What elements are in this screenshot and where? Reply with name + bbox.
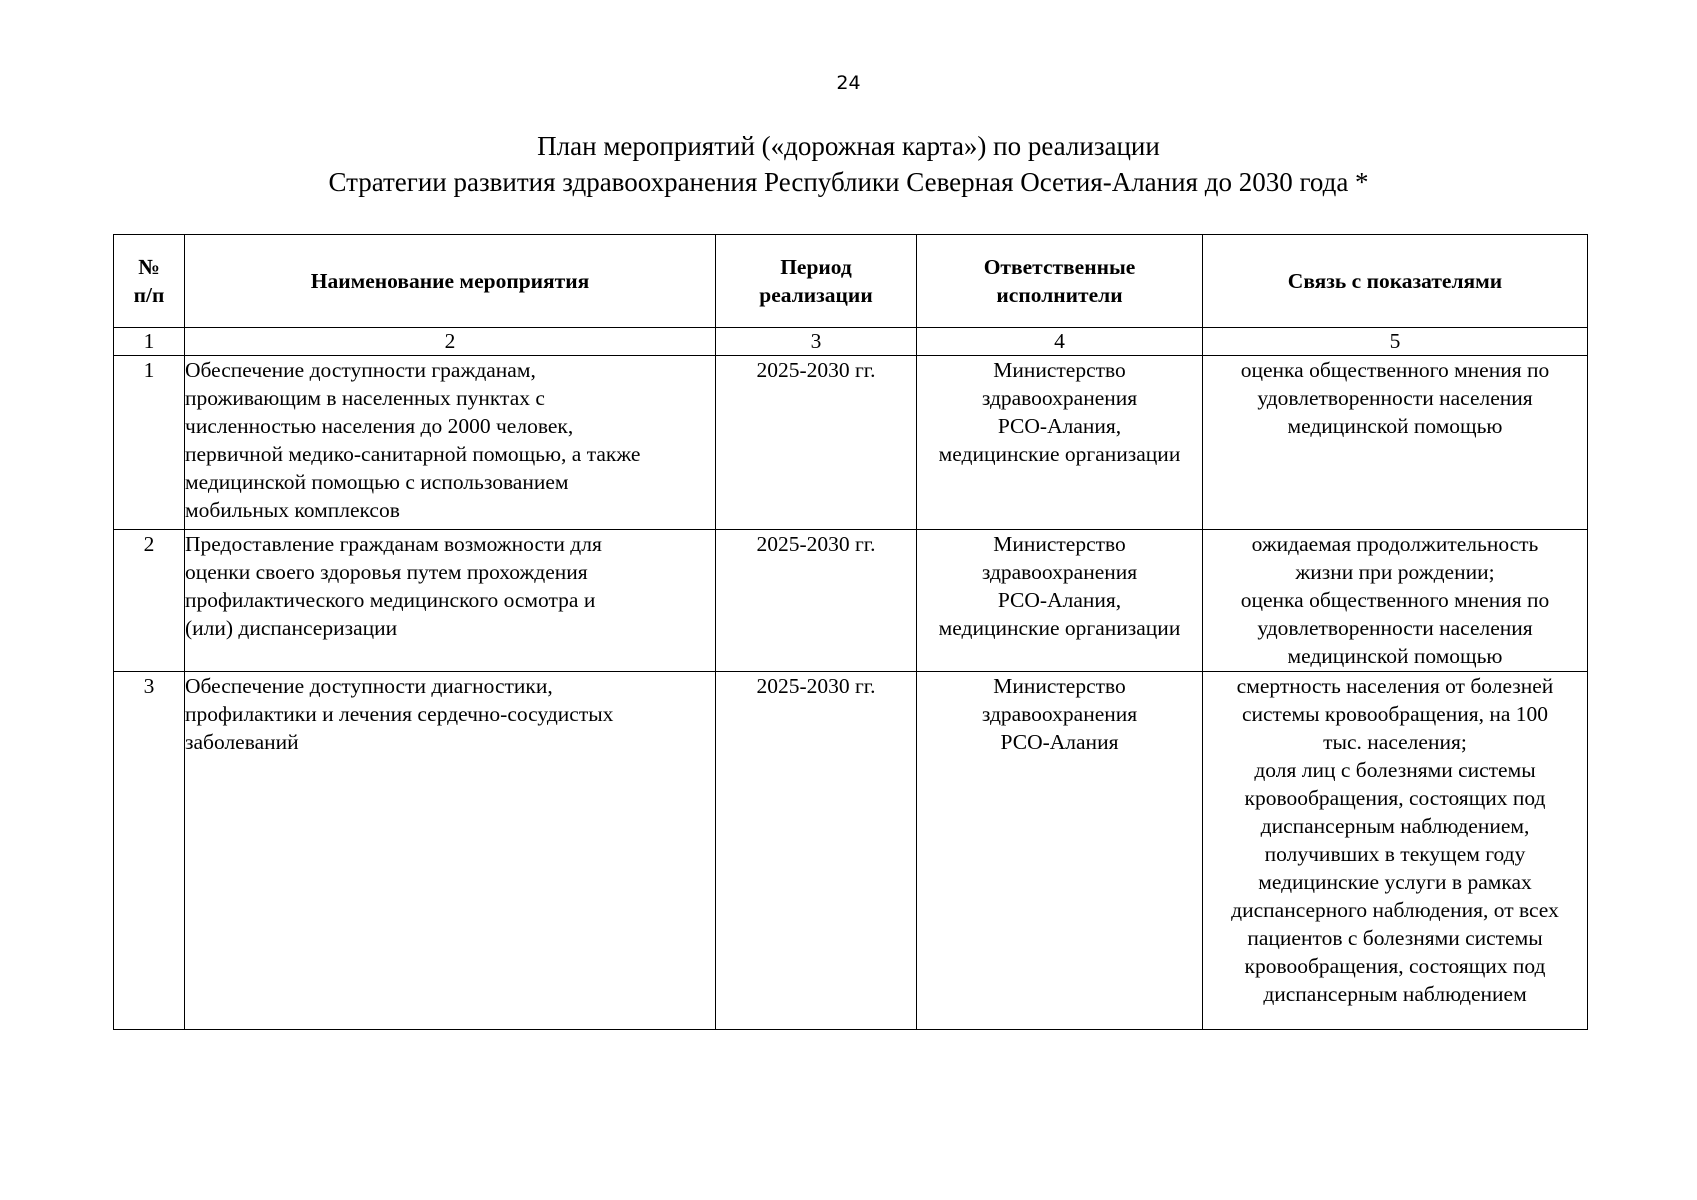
period: 2025-2030 гг. (716, 530, 917, 672)
text-line: оценка общественного мнения по (1240, 588, 1550, 612)
header-responsible-line: Ответственные (983, 255, 1136, 279)
text-line: численностью населения до 2000 человек, (185, 414, 574, 438)
text-line: Министерство (993, 532, 1126, 556)
text-line: медицинские услуги в рамках (1258, 870, 1532, 894)
table-row (114, 356, 1588, 530)
column-index: 2 (185, 328, 716, 356)
table-header-row (114, 235, 1588, 328)
row-number: 3 (114, 672, 185, 1030)
row-number: 2 (114, 530, 185, 672)
text-line: оценка общественного мнения по (1240, 358, 1550, 382)
text-line: удовлетворенности населения (1257, 386, 1533, 410)
roadmap-table (113, 234, 1588, 1030)
text-line: ожидаемая продолжительность (1251, 532, 1539, 556)
header-responsible (917, 235, 1203, 328)
title-line-1: План мероприятий («дорожная карта») по реализации (537, 131, 1160, 161)
row-number: 1 (114, 356, 185, 530)
text-line: диспансерным наблюдением (1263, 982, 1527, 1006)
text-line: здравоохранения (981, 560, 1138, 584)
text-line: кровообращения, состоящих под (1244, 954, 1546, 978)
indicator-link (1203, 672, 1588, 1030)
text-line: получивших в текущем году (1264, 842, 1526, 866)
column-index: 1 (114, 328, 185, 356)
measure-name (185, 356, 716, 530)
text-line: медицинской помощью (1287, 644, 1503, 668)
text-line: оценки своего здоровья путем прохождения (185, 560, 588, 584)
text-line: доля лиц с болезнями системы (1254, 758, 1536, 782)
text-line: здравоохранения (981, 386, 1138, 410)
text-line: Министерство (993, 358, 1126, 382)
text-line: смертность населения от болезней (1236, 674, 1554, 698)
text-line: пациентов с болезнями системы (1247, 926, 1543, 950)
header-link: Связь с показателями (1203, 235, 1588, 328)
indicator-link (1203, 530, 1588, 672)
header-responsible-line: исполнители (996, 283, 1123, 307)
measure-name (185, 530, 716, 672)
text-line: жизни при рождении; (1295, 560, 1495, 584)
document-title (0, 128, 1697, 200)
header-period-line: реализации (759, 283, 873, 307)
text-line: первичной медико-санитарной помощью, а также (185, 442, 641, 466)
responsible (917, 356, 1203, 530)
header-num-line: № (138, 255, 160, 279)
text-line: РСО-Алания (1000, 730, 1119, 754)
text-line: Обеспечение доступности гражданам, (185, 358, 536, 382)
text-line: тыс. населения; (1323, 730, 1467, 754)
text-line: диспансерным наблюдением, (1260, 814, 1530, 838)
text-line: заболеваний (185, 730, 299, 754)
text-line: удовлетворенности населения (1257, 616, 1533, 640)
text-line: Министерство (993, 674, 1126, 698)
header-num (114, 235, 185, 328)
text-line: кровообращения, состоящих под (1244, 786, 1546, 810)
text-line: медицинской помощью (1287, 414, 1503, 438)
responsible (917, 530, 1203, 672)
text-line: РСО-Алания, (997, 588, 1122, 612)
responsible (917, 672, 1203, 1030)
text-line: Предоставление гражданам возможности для (185, 532, 602, 556)
text-line: системы кровообращения, на 100 (1241, 702, 1549, 726)
column-index: 3 (716, 328, 917, 356)
text-line: здравоохранения (981, 702, 1138, 726)
page-number: 24 (836, 72, 861, 94)
text-line: Обеспечение доступности диагностики, (185, 674, 553, 698)
text-line: профилактического медицинского осмотра и (185, 588, 596, 612)
text-line: медицинской помощью с использованием (185, 470, 569, 494)
column-index: 4 (917, 328, 1203, 356)
column-index: 5 (1203, 328, 1588, 356)
text-line: диспансерного наблюдения, от всех (1231, 898, 1559, 922)
indicator-link (1203, 356, 1588, 530)
measure-name (185, 672, 716, 1030)
period: 2025-2030 гг. (716, 672, 917, 1030)
header-period-line: Период (780, 255, 852, 279)
header-num-line: п/п (133, 283, 165, 307)
header-period (716, 235, 917, 328)
title-line-2: Стратегии развития здравоохранения Республики Северная Осетия-Алания до 2030 года * (328, 167, 1369, 197)
text-line: (или) диспансеризации (185, 616, 398, 640)
column-index-row (114, 328, 1588, 356)
period: 2025-2030 гг. (716, 356, 917, 530)
table-row (114, 530, 1588, 672)
text-line: медицинские организации (938, 616, 1181, 640)
text-line: РСО-Алания, (997, 414, 1122, 438)
text-line: профилактики и лечения сердечно-сосудистых (185, 702, 614, 726)
table-row (114, 672, 1588, 1030)
text-line: проживающим в населенных пунктах с (185, 386, 545, 410)
header-name: Наименование мероприятия (185, 235, 716, 328)
text-line: медицинские организации (938, 442, 1181, 466)
text-line: мобильных комплексов (185, 498, 400, 522)
